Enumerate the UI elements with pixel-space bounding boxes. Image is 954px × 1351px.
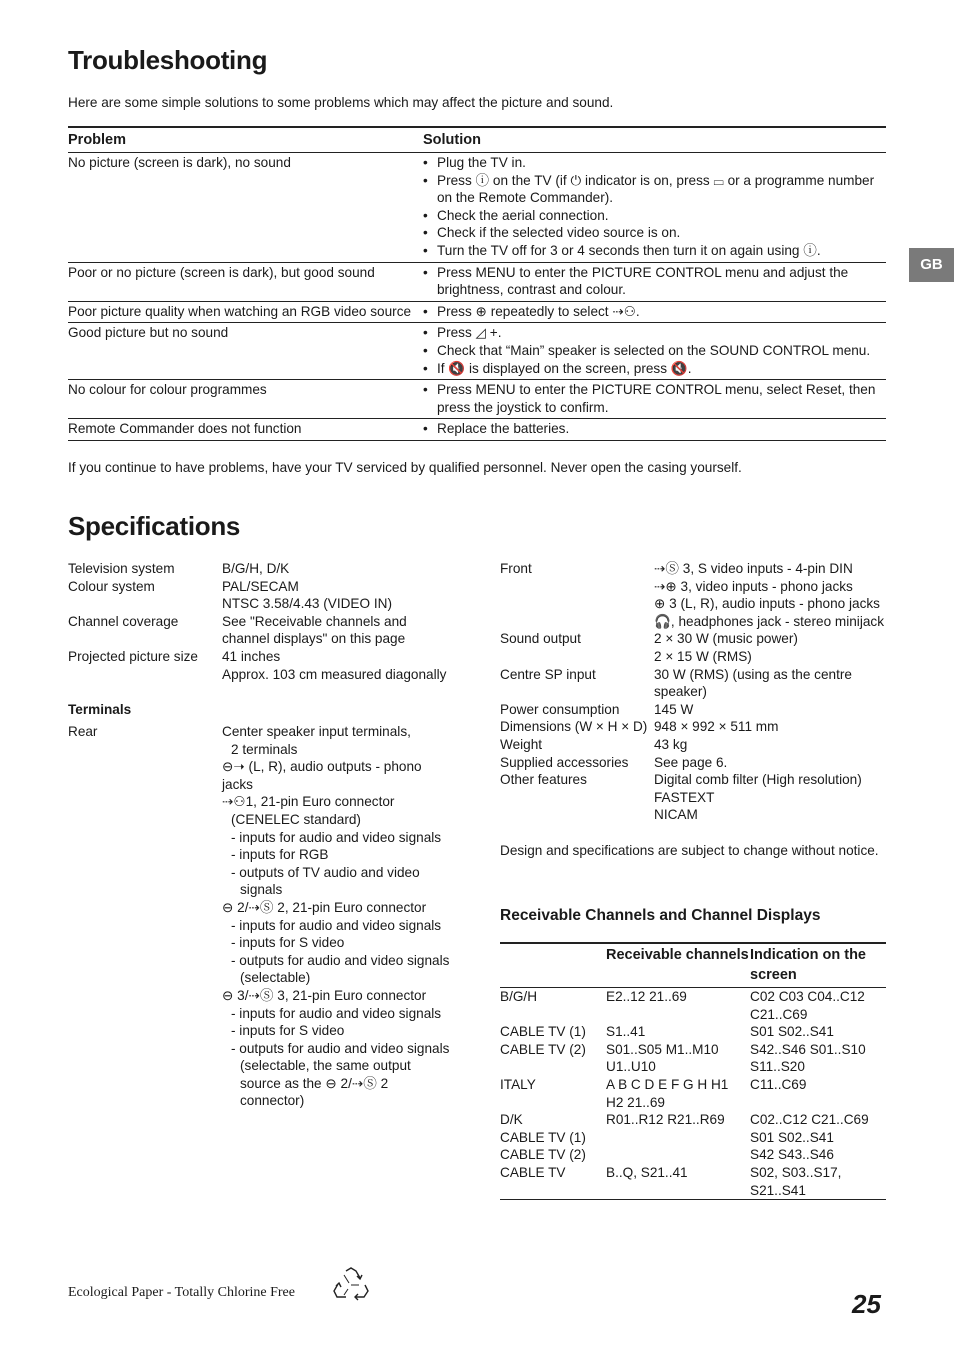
solution-text: Press MENU to enter the PICTURE CONTROL menu, select Reset, then press the joystick to confirm. — [437, 382, 876, 415]
screen-indication-cell: S01 S02..S41 — [750, 1024, 834, 1040]
channel-system-cell: CABLE TV (2) — [500, 1041, 586, 1057]
rear-terminal-line: Center speaker input terminals, — [222, 724, 411, 739]
spec-label: Dimensions (W × H × D) — [500, 719, 648, 735]
bullet-icon: • — [423, 360, 428, 376]
troubleshooting-table — [68, 126, 886, 441]
spec-value-line: ⊕ 3 (L, R), audio inputs - phono jacks — [654, 596, 880, 612]
channel-system-cell — [500, 1182, 606, 1200]
recycle-icon — [332, 1267, 370, 1303]
solution-item — [423, 224, 886, 242]
spec-row — [500, 630, 900, 665]
channel-system-cell: CABLE TV (1) — [500, 1129, 586, 1145]
spec-label: Channel coverage — [68, 613, 179, 629]
problem-cell: Poor picture quality when watching an RGB video source — [68, 303, 412, 319]
page-number: 25 — [852, 1289, 881, 1319]
spec-label: Other features — [500, 772, 587, 788]
troubleshooting-title: Troubleshooting — [68, 45, 268, 75]
table-row — [500, 1023, 886, 1041]
spec-value — [222, 560, 289, 578]
spec-value — [654, 560, 884, 630]
rear-terminal-line: signals — [240, 882, 283, 898]
spec-row — [68, 648, 468, 683]
spec-value — [654, 771, 862, 824]
solution-cell — [423, 420, 886, 438]
table-row — [500, 1058, 886, 1076]
screen-indication-cell: S01 S02..S41 — [750, 1129, 834, 1145]
screen-indication-cell: S11..S20 — [750, 1059, 805, 1075]
spec-label: Power consumption — [500, 701, 620, 717]
channels-title: Receivable Channels and Channel Displays — [500, 907, 821, 924]
spec-row — [500, 560, 900, 630]
channels-header-system — [500, 945, 606, 985]
solution-text: Plug the TV in. — [437, 155, 526, 170]
spec-value-line: B/G/H, D/K — [222, 561, 290, 576]
table-row — [500, 1094, 886, 1112]
bullet-icon: • — [423, 342, 428, 358]
rear-terminal-line: source as the ⊖ 2/⇢Ⓢ 2 — [240, 1075, 389, 1091]
receivable-channels-cell: U1..U10 — [606, 1059, 656, 1075]
solution-text: Check if the selected video source is on. — [437, 225, 681, 241]
screen-indication-cell — [750, 1094, 886, 1112]
table-row — [68, 323, 886, 380]
table-row — [500, 1182, 886, 1200]
spec-label: Colour system — [68, 578, 155, 594]
rear-terminal-line: ⊖ 2/⇢Ⓢ 2, 21-pin Euro connector — [222, 899, 427, 915]
rear-terminal-line: 2 terminals — [231, 741, 298, 757]
spec-row — [68, 578, 468, 613]
receivable-channels-cell — [606, 1129, 750, 1147]
rear-terminal-line: (selectable) — [240, 970, 311, 986]
spec-label: Television system — [68, 561, 175, 576]
bullet-icon: • — [423, 382, 428, 398]
screen-indication-cell: C02 C03 C04..C12 — [750, 989, 865, 1004]
channel-system-cell: D/K — [500, 1112, 523, 1128]
spec-value-line: Digital comb filter (High resolution) — [654, 772, 862, 788]
receivable-channels-cell: A B C D E F G H H1 — [606, 1076, 729, 1092]
bullet-icon: • — [423, 242, 428, 258]
spec-value-line: channel displays" on this page — [222, 631, 406, 647]
bullet-icon: • — [423, 155, 428, 170]
spec-value — [654, 666, 852, 701]
specs-right-column — [500, 560, 900, 824]
spec-value — [654, 736, 687, 754]
channel-system-cell: CABLE TV (2) — [500, 1147, 586, 1163]
rear-terminal-line: - outputs of TV audio and video — [231, 864, 420, 880]
solution-cell — [423, 381, 886, 416]
channel-system-cell — [500, 1058, 606, 1076]
solution-text: Press ⓘ on the TV (if ⏻ indicator is on, press ▭ or a programme number on the Remote Commander). — [437, 172, 875, 206]
channel-system-cell — [500, 1094, 606, 1112]
language-tab: GB — [909, 248, 954, 282]
spec-value-line: speaker) — [654, 684, 707, 700]
receivable-channels-cell: S1..41 — [606, 1024, 646, 1040]
troubleshooting-outro: If you continue to have problems, have your TV serviced by qualified personnel. Never open the casing yourself. — [68, 460, 742, 475]
solution-item — [423, 207, 886, 225]
spec-value-line: PAL/SECAM — [222, 578, 299, 594]
solution-text: Turn the TV off for 3 or 4 seconds then turn it on again using ⓘ. — [437, 242, 821, 258]
table-header — [68, 128, 886, 153]
problem-cell: No colour for colour programmes — [68, 382, 267, 398]
problem-cell: Remote Commander does not function — [68, 421, 302, 437]
solution-item — [423, 303, 886, 321]
screen-indication-cell: S42 S43..S46 — [750, 1147, 834, 1163]
table-row — [68, 153, 886, 263]
spec-value-line: See "Receivable channels and — [222, 613, 407, 629]
rear-terminal-line: - inputs for S video — [231, 1023, 345, 1039]
rear-terminal-line: - inputs for S video — [231, 935, 345, 951]
solution-cell — [423, 303, 886, 321]
bullet-icon: • — [423, 303, 428, 319]
spec-value — [222, 613, 407, 648]
channel-system-cell: CABLE TV (1) — [500, 1024, 586, 1040]
rear-label: Rear — [68, 724, 98, 739]
rear-terminal-line: - inputs for audio and video signals — [231, 917, 442, 933]
screen-indication-cell: C02..C12 C21..C69 — [750, 1112, 869, 1128]
rear-terminal-line: - inputs for audio and video signals — [231, 829, 442, 845]
spec-value-line: 948 × 992 × 511 mm — [654, 719, 779, 735]
solution-text: Press MENU to enter the PICTURE CONTROL menu and adjust the brightness, contrast and colour. — [437, 264, 849, 298]
spec-label: Front — [500, 561, 532, 576]
specs-left-column — [68, 560, 468, 683]
screen-indication-cell: C11..C69 — [750, 1076, 807, 1092]
rear-terminal-line: jacks — [222, 776, 253, 792]
spec-value-line: 🎧, headphones jack - stereo minijack — [654, 613, 885, 629]
solution-item — [423, 172, 886, 207]
spec-value-line: 2 × 30 W (music power) — [654, 631, 798, 647]
solution-header: Solution — [423, 132, 481, 148]
specifications-title: Specifications — [68, 511, 241, 541]
spec-value-line: 2 × 15 W (RMS) — [654, 648, 752, 664]
table-row — [68, 302, 886, 324]
table-row — [500, 1041, 886, 1059]
receivable-channels-cell: R01..R12 R21..R69 — [606, 1112, 725, 1128]
spec-value-line: FASTEXT — [654, 789, 715, 805]
table-row — [500, 1129, 886, 1147]
receivable-channels-cell: B..Q, S21..41 — [606, 1164, 688, 1180]
spec-row — [500, 718, 900, 736]
footer-text: Ecological Paper - Totally Chlorine Free — [68, 1285, 295, 1300]
spec-row — [500, 701, 900, 719]
spec-value — [654, 718, 778, 736]
channel-system-cell: B/G/H — [500, 989, 538, 1004]
solution-cell — [423, 154, 886, 260]
table-row — [500, 1146, 886, 1164]
spec-value-line: ⇢Ⓢ 3, S video inputs - 4-pin DIN — [654, 561, 853, 576]
spec-row — [500, 771, 900, 824]
solution-item — [423, 242, 886, 260]
rear-terminal-line: ⊖➝ (L, R), audio outputs - phono — [222, 759, 422, 775]
channel-system-cell: CABLE TV — [500, 1164, 566, 1180]
spec-value — [654, 630, 798, 665]
table-row — [68, 380, 886, 419]
channel-system-cell: ITALY — [500, 1076, 536, 1092]
spec-row — [500, 736, 900, 754]
channels-table — [500, 942, 886, 1200]
solution-item — [423, 342, 886, 360]
spec-label: Supplied accessories — [500, 754, 629, 770]
spec-value — [654, 701, 693, 719]
solution-item — [423, 381, 886, 416]
spec-value-line: 41 inches — [222, 648, 281, 664]
spec-label: Projected picture size — [68, 648, 198, 664]
spec-value-line: 30 W (RMS) (using as the centre — [654, 666, 852, 682]
solution-item — [423, 324, 886, 342]
solution-item — [423, 264, 886, 299]
problem-header: Problem — [68, 132, 127, 148]
receivable-channels-cell: S01..S05 M1..M10 — [606, 1041, 719, 1057]
solution-item — [423, 420, 886, 438]
screen-indication-cell: C21..C69 — [750, 1006, 808, 1022]
bullet-icon: • — [423, 172, 428, 188]
solution-text: Check the aerial connection. — [437, 207, 609, 223]
table-row — [500, 1006, 886, 1024]
rear-terminal-line: (CENELEC standard) — [231, 811, 361, 827]
table-row — [68, 263, 886, 302]
spec-value-line: 145 W — [654, 701, 694, 717]
spec-value-line: ⇢⊕ 3, video inputs - phono jacks — [654, 578, 853, 594]
receivable-channels-cell — [606, 1006, 750, 1024]
rear-terminal-line: - outputs for audio and video signals — [231, 1040, 450, 1056]
spec-value — [654, 754, 727, 772]
solution-text: Replace the batteries. — [437, 421, 570, 437]
spec-row — [500, 666, 900, 701]
solution-text: Press ◿ +. — [437, 325, 502, 341]
troubleshooting-intro: Here are some simple solutions to some problems which may affect the picture and sound. — [68, 95, 614, 110]
spec-value — [222, 648, 446, 683]
rear-terminal-line: - inputs for audio and video signals — [231, 1005, 442, 1021]
solution-text: If 🔇 is displayed on the screen, press 🔇. — [437, 360, 692, 376]
spec-label: Sound output — [500, 631, 581, 647]
rear-terminal-line: ⇢⚇1, 21-pin Euro connector — [222, 794, 395, 810]
spec-value-line: NTSC 3.58/4.43 (VIDEO IN) — [222, 596, 392, 612]
screen-indication-cell: S21..S41 — [750, 1182, 806, 1198]
solution-item — [423, 154, 886, 172]
table-row — [500, 1111, 886, 1129]
receivable-channels-cell: E2..12 21..69 — [606, 989, 687, 1004]
bullet-icon: • — [423, 264, 428, 280]
receivable-channels-cell — [606, 1182, 750, 1200]
terminals-heading: Terminals — [68, 702, 132, 717]
screen-indication-cell: S02, S03..S17, — [750, 1164, 842, 1180]
spec-row — [500, 754, 900, 772]
problem-cell: Good picture but no sound — [68, 325, 229, 341]
channels-header-indication: Indication on the screen — [750, 947, 866, 983]
spec-notice: Design and specifications are subject to change without notice. — [500, 843, 879, 858]
problem-cell: No picture (screen is dark), no sound — [68, 155, 291, 170]
table-row — [500, 1076, 886, 1094]
rear-terminal-line: - inputs for RGB — [231, 847, 329, 863]
footer-note — [68, 1284, 295, 1302]
bullet-icon: • — [423, 325, 428, 341]
receivable-channels-cell — [606, 1146, 750, 1164]
spec-value-line: NICAM — [654, 807, 698, 823]
spec-value-line: Approx. 103 cm measured diagonally — [222, 666, 447, 682]
spec-label: Weight — [500, 736, 543, 752]
bullet-icon: • — [423, 421, 428, 437]
bullet-icon: • — [423, 207, 428, 223]
spec-value-line: See page 6. — [654, 754, 728, 770]
solution-cell — [423, 324, 886, 377]
solution-item — [423, 360, 886, 378]
channels-header — [500, 944, 886, 988]
rear-terminal-line: (selectable, the same output — [240, 1058, 411, 1074]
solution-text: Check that “Main” speaker is selected on the SOUND CONTROL menu. — [437, 342, 871, 358]
spec-row — [68, 560, 468, 578]
channel-system-cell — [500, 1006, 606, 1024]
spec-value — [222, 578, 392, 613]
solution-text: Press ⊕ repeatedly to select ⇢⚇. — [437, 303, 640, 319]
table-row — [68, 419, 886, 441]
rear-terminals-list — [222, 723, 472, 1110]
table-row — [500, 988, 886, 1006]
spec-label: Centre SP input — [500, 666, 596, 682]
spec-value-line: 43 kg — [654, 736, 688, 752]
receivable-channels-cell: H2 21..69 — [606, 1094, 665, 1110]
bullet-icon: • — [423, 225, 428, 241]
spec-row — [68, 613, 468, 648]
screen-indication-cell: S42..S46 S01..S10 — [750, 1041, 866, 1057]
rear-terminal-line: connector) — [240, 1093, 305, 1109]
table-row — [500, 1164, 886, 1182]
rear-terminal-line: ⊖ 3/⇢Ⓢ 3, 21-pin Euro connector — [222, 987, 427, 1003]
channels-header-receivable: Receivable channels — [606, 947, 749, 963]
problem-cell: Poor or no picture (screen is dark), but good sound — [68, 264, 375, 280]
rear-terminal-line: - outputs for audio and video signals — [231, 952, 450, 968]
solution-cell — [423, 264, 886, 299]
